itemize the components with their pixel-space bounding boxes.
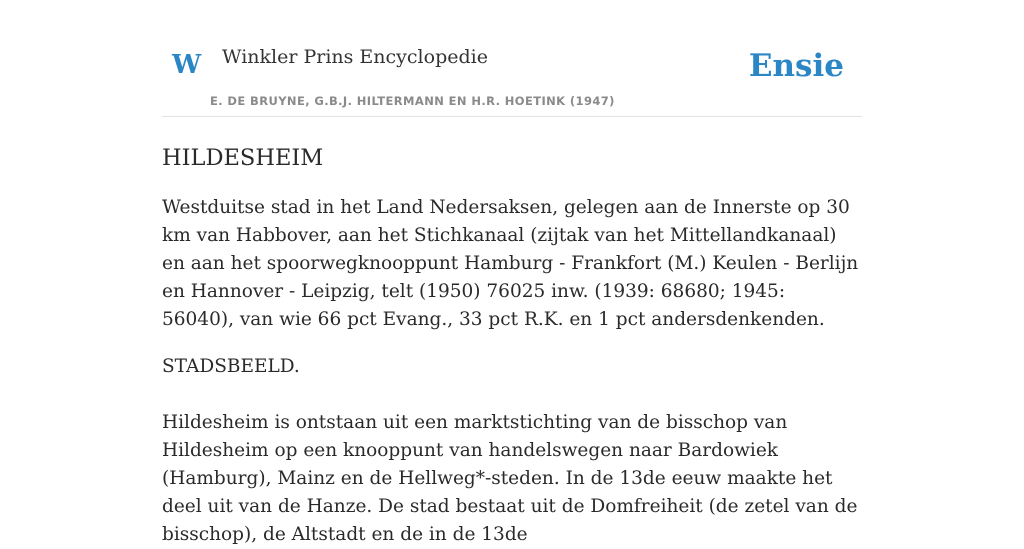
page bbox=[162, 0, 862, 545]
site-header bbox=[162, 0, 862, 117]
encyclopedia-title[interactable]: Winkler Prins Encyclopedie bbox=[222, 46, 488, 68]
section-heading: STADSBEELD. bbox=[162, 356, 300, 377]
article bbox=[162, 117, 862, 549]
winkler-prins-logo[interactable]: W bbox=[172, 50, 202, 80]
encyclopedia-authors: E. DE BRUYNE, G.B.J. HILTERMANN EN H.R. HOETINK (1947) bbox=[210, 94, 615, 108]
section-body: Hildesheim is ontstaan uit een marktstichting van de bisschop van Hildesheim op een knooppunt van handelswegen naar Bardowiek (Hamburg), Mainz en de Hellweg*-steden. In de 13de eeuw maakte het deel uit van de Hanze. De stad bestaat uit de Domfreiheit (de zetel van de bisschop), de Altstadt en de in de 13de bbox=[162, 412, 858, 545]
ensie-logo[interactable]: Ensie bbox=[748, 48, 844, 84]
article-intro: Westduitse stad in het Land Nedersaksen, gelegen aan de Innerste op 30 km van Habbover, aan het Stichkanaal (zijtak van het Mittellandkanaal) en aan het spoorwegknooppunt Hamburg - Frankfort (M.) Keulen - Berlijn en Hannover - Leipzig, telt (1950) 76025 inw. (1939: 68680; 1945: 56040), van wie 66 pct Evang., 33 pct R.K. en 1 pct andersdenkenden. bbox=[162, 197, 859, 330]
article-title: HILDESHEIM bbox=[162, 145, 324, 171]
